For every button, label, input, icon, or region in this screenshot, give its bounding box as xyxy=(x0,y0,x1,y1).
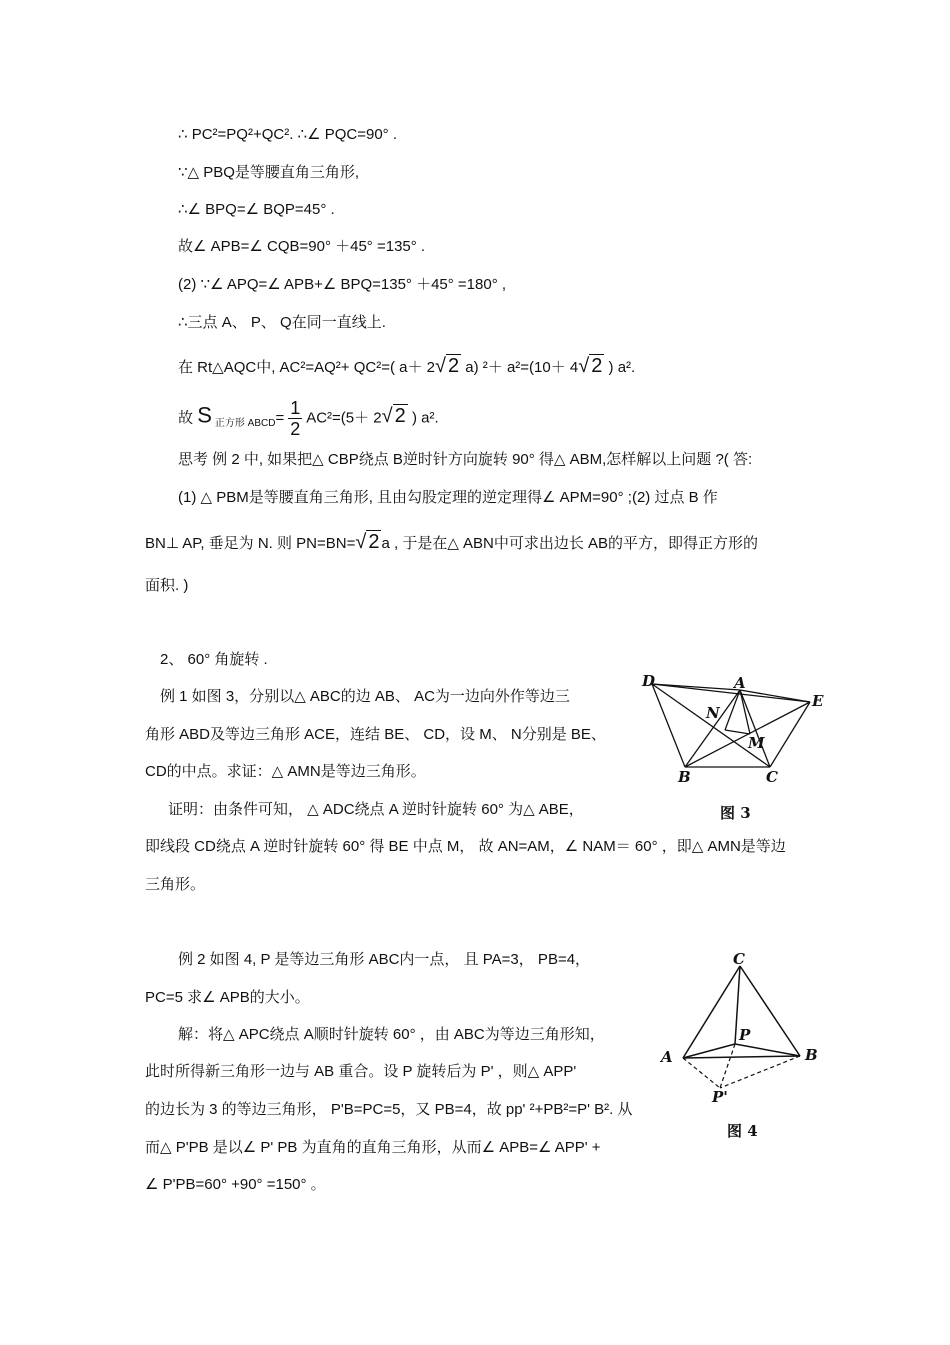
proof-line-3: ∴∠ BPQ=∠ BQP=45° . xyxy=(178,201,335,218)
proof-line-5: (2) ∵∠ APQ=∠ APB+∠ BPQ=135° ＋45° =180° , xyxy=(178,276,507,293)
example2-line-4: 此时所得新三角形一边与 AB 重合。设 P 旋转后为 P' ，则△ APP' xyxy=(145,1063,577,1080)
section-heading: 2、 60° 角旋转 . xyxy=(160,651,268,668)
example2-line-5: 的边长为 3 的等边三角形， P'B=PC=5，又 PB=4，故 pp' ²+PB²=P' B². 从 xyxy=(145,1101,633,1118)
example2-line-2: PC=5 求∠ APB的大小。 xyxy=(145,989,310,1006)
figure4-label-P: P xyxy=(739,1026,751,1044)
example1-line-1: 例 1 如图 3，分别以△ ABC的边 AB、 AC为一边向外作等边三 xyxy=(160,688,570,705)
figure3-label-N: N xyxy=(706,704,720,722)
figure3-label-C: C xyxy=(766,768,778,786)
proof-line-6: ∴三点 A、 P、 Q在同一直线上. xyxy=(178,314,386,331)
think-line-3: BN⊥ AP, 垂足为 N. 则 PN=BN=√ 2 a , 于是在△ ABN中可求出边长 AB的平方，即得正方形的 xyxy=(145,531,759,553)
sqrt-symbol: √ 2 xyxy=(435,355,460,377)
figure3-caption: 图 3 xyxy=(720,804,751,822)
figure4-caption: 图 4 xyxy=(727,1122,758,1140)
figure4-label-B: B xyxy=(805,1046,818,1064)
example1-line-4: 证明：由条件可知， △ ADC绕点 A 逆时针旋转 60° 为△ ABE， xyxy=(168,801,584,818)
figure4-label-A: A xyxy=(661,1048,673,1066)
figure-3 xyxy=(630,672,830,832)
example2-line-7: ∠ P'PB=60° +90° =150° 。 xyxy=(145,1176,326,1193)
proof-line-2: ∵△ PBQ是等腰直角三角形, xyxy=(178,164,360,181)
example2-line-6: 而△ P'PB 是以∠ P' PB 为直角的直角三角形，从而∠ APB=∠ APP' + xyxy=(145,1139,601,1156)
think-line-2: (1) △ PBM是等腰直角三角形, 且由勾股定理的逆定理得∠ APM=90° ;(2) 过点 B 作 xyxy=(178,489,718,506)
sqrt-symbol: √ 2 xyxy=(355,531,380,553)
figure4-label-P-prime: P' xyxy=(712,1088,728,1106)
fraction-one-half: $\frac{1}{2}$ xyxy=(290,398,301,439)
figure3-label-D: D xyxy=(642,672,656,690)
area-formula-line: 故 S $_{正方形 ABCD}= \frac{1}{2} AC^2=(5+ 2√$ 2 ) a². xyxy=(178,398,439,439)
figure3-label-M: M xyxy=(748,734,765,752)
example1-line-5: 即线段 CD绕点 A 逆时针旋转 60° 得 BE 中点 M， 故 AN=AM，∠ NAM＝ 60° ，即△ AMN是等边 xyxy=(145,838,786,855)
figure3-label-B: B xyxy=(678,768,691,786)
think-line-4: 面积. ) xyxy=(145,577,189,594)
example1-line-2: 角形 ABD及等边三角形 ACE，连结 BE、 CD，设 M、 N分别是 BE、 xyxy=(145,726,606,743)
figure-4 xyxy=(655,948,835,1148)
figure3-label-E: E xyxy=(812,692,824,710)
example1-line-6: 三角形。 xyxy=(145,876,206,893)
sqrt-symbol: √ 2 xyxy=(578,355,603,377)
proof-line-7: 在 Rt△AQC中, AC²=AQ²+ QC²=( a＋ 2√ 2 a) ²＋ a²=(10＋ 4√ 2 ) a². xyxy=(178,355,636,377)
figure3-label-A: A xyxy=(734,674,746,692)
think-line-1: 思考 例 2 中, 如果把△ CBP绕点 B逆时针方向旋转 90° 得△ ABM,怎样解以上问题 ?( 答: xyxy=(178,451,753,468)
example2-line-1: 例 2 如图 4, P 是等边三角形 ABC内一点， 且 PA=3， PB=4， xyxy=(178,951,591,968)
proof-line-1: ∴ PC²=PQ²+QC². ∴∠ PQC=90° . xyxy=(178,126,398,143)
figure4-label-C: C xyxy=(733,950,745,968)
proof-line-4: 故∠ APB=∠ CQB=90° ＋45° =135° . xyxy=(178,238,426,255)
example2-line-3: 解：将△ APC绕点 A顺时针旋转 60° ，由 ABC为等边三角形知， xyxy=(178,1026,605,1043)
example1-line-3: CD的中点。求证：△ AMN是等边三角形。 xyxy=(145,763,426,780)
sqrt-symbol: √ 2 xyxy=(381,405,406,428)
